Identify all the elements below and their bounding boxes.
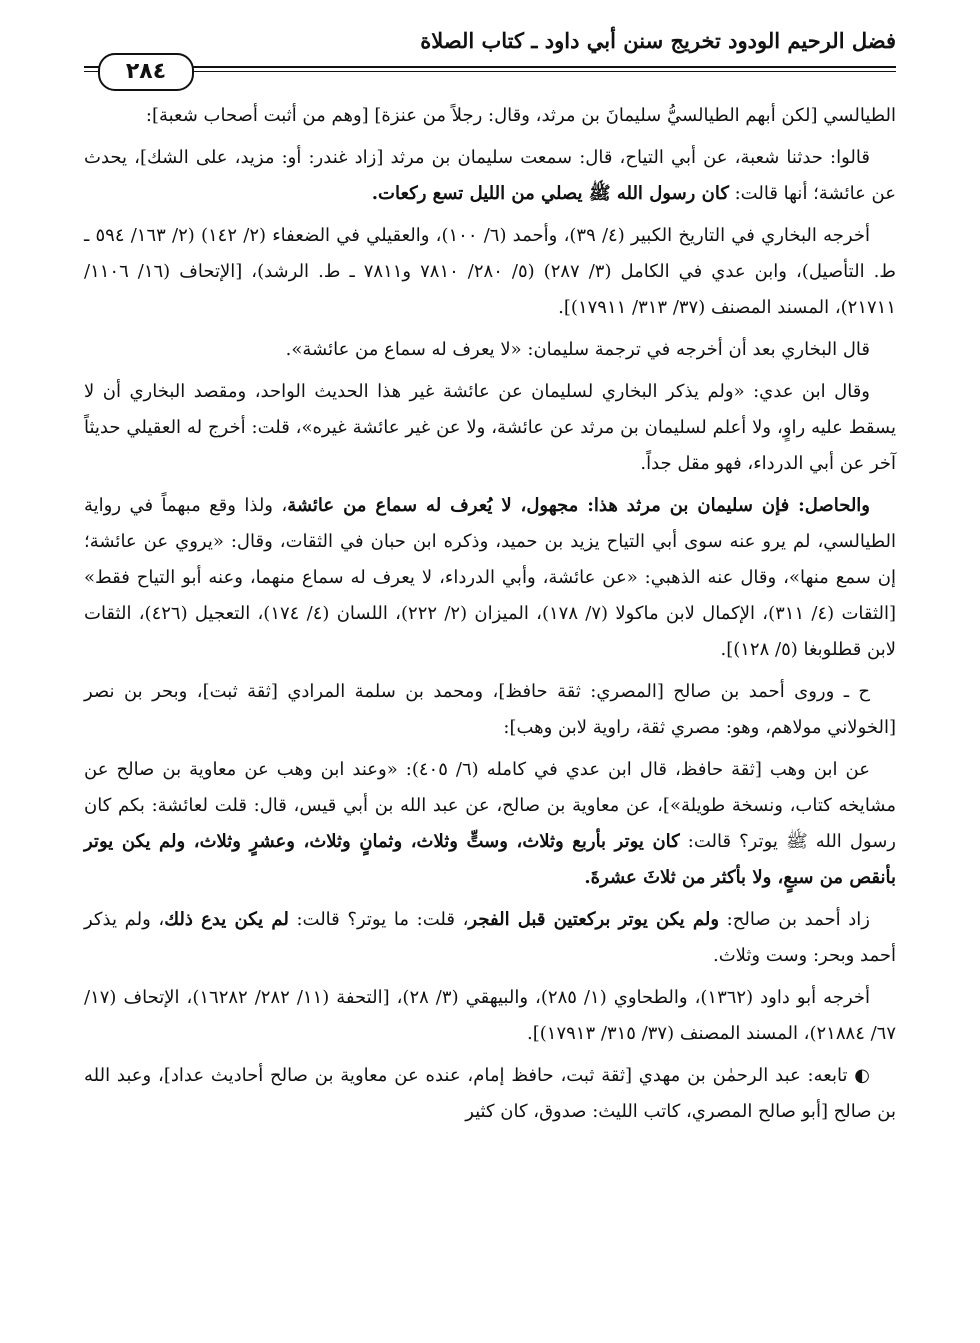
paragraph: قالوا: حدثنا شعبة، عن أبي التياح، قال: سمعت سليمان بن مرثد [زاد غندر: أو: مزيد، على الشك]، يحدث عن عائشة؛ أنها قالت: كان رسول الله ﷺ يصلي من الليل تسع ركعات. xyxy=(84,147,896,204)
paragraph: أخرجه البخاري في التاريخ الكبير (٤/ ٣٩)، وأحمد (٦/ ١٠٠)، والعقيلي في الضعفاء (٢/ ١٤٢) (٢/ ١٦٣/ ٥٩٤ ـ ط. التأصيل)، وابن عدي في الكامل (٣/ ٢٨٧) (٥/ ٢٨٠/ ٧٨١٠ و٧٨١١ ـ ط. الرشد)، [الإتحاف (١٦/ ١١٠٦/ ٢١٧١١)، المسند المصنف (٣٧/ ٣١٣/ ١٧٩١١)]. xyxy=(84,225,896,318)
paragraph: زاد أحمد بن صالح: ولم يكن يوتر بركعتين قبل الفجر، قلت: ما يوتر؟ قالت: لم يكن يدع ذلك، ولم يذكر أحمد وبحر: وست وثلاث. xyxy=(84,909,896,966)
paragraph: أخرجه أبو داود (١٣٦٢)، والطحاوي (١/ ٢٨٥)، والبيهقي (٣/ ٢٨)، [التحفة (١١/ ٢٨٢/ ١٦٢٨٢)، الإتحاف (١٧/ ٦٧/ ٢١٨٨٤)، المسند المصنف (٣٧/ ٣١٥/ ١٧٩١٣)]. xyxy=(84,987,896,1044)
running-title: فضل الرحيم الودود تخريج سنن أبي داود ـ كتاب الصلاة xyxy=(420,28,896,53)
paragraph: ◐ تابعه: عبد الرحمٰن بن مهدي [ثقة ثبت، حافظ إمام، عنده عن معاوية بن صالح أحاديث عداد]، وعبد الله بن صالح [أبو صالح المصري، كاتب الليث: صدوق، كان كثير xyxy=(84,1065,896,1122)
paragraph: ح ـ وروى أحمد بن صالح [المصري: ثقة حافظ]، ومحمد بن سلمة المرادي [ثقة ثبت]، وبحر بن نصر [الخولاني مولاهم، وهو: مصري ثقة، راوية لابن وهب]: xyxy=(84,681,896,738)
paragraph: والحاصل: فإن سليمان بن مرثد هذا: مجهول، لا يُعرف له سماع من عائشة، ولذا وقع مبهماً في رواية الطيالسي، لم يرو عنه سوى أبي التياح يزيد بن حميد، وذكره ابن حبان في الثقات، وقال: «يروي عن عائشة؛ إن سمع منها»، وقال عنه الذهبي: «عن عائشة، وأبي الدرداء، لا يعرف له سماع منهما، وعنه أبو التياح فقط» [الثقات (٤/ ٣١١)، الإكمال لابن ماكولا (٧/ ١٧٨)، الميزان (٢/ ٢٢٢)، اللسان (٤/ ١٧٤)، التعجيل (٤٢٦)، الثقات لابن قطلوبغا (٥/ ١٢٨)]. xyxy=(84,495,896,660)
page-number: ٢٨٤ xyxy=(98,53,194,91)
header-rule-thin xyxy=(84,71,896,72)
paragraph: الطيالسي [لكن أبهم الطيالسيُّ سليمانَ بن مرثد، وقال: رجلاً من عنزة] [وهم من أثبت أصحاب شعبة]: xyxy=(145,105,896,126)
paragraph: وقال ابن عدي: «ولم يذكر البخاري لسليمان عن عائشة غير هذا الحديث الواحد، ومقصد البخاري أن لا يسقط عليه راوٍ، ولا أعلم لسليمان بن مرثد عن عائشة، ولا عن غير عائشة غيره»، قلت: أخرج له العقيلي حديثاً آخر عن أبي الدرداء، فهو مقل جداً. xyxy=(84,381,896,474)
header-rule xyxy=(84,66,896,68)
paragraph: قال البخاري بعد أن أخرجه في ترجمة سليمان: «لا يعرف له سماع من عائشة». xyxy=(285,339,870,360)
body-text xyxy=(84,98,896,1136)
paragraph: عن ابن وهب [ثقة حافظ، قال ابن عدي في كامله (٦/ ٤٠٥): «وعند ابن وهب عن معاوية بن صالح عن مشايخه كتاب، ونسخة طويلة»]، عن معاوية بن صالح، عن عبد الله بن أبي قيس، قال: قلت لعائشة: بكم كان رسول الله ﷺ يوتر؟ قالت: كان يوتر بأربع وثلاث، وستٍّ وثلاث، وثمانٍ وثلاث، وعشرٍ وثلاث، ولم يكن يوتر بأنقص من سبعٍ، ولا بأكثر من ثلاثَ عشرةَ. xyxy=(84,759,896,888)
